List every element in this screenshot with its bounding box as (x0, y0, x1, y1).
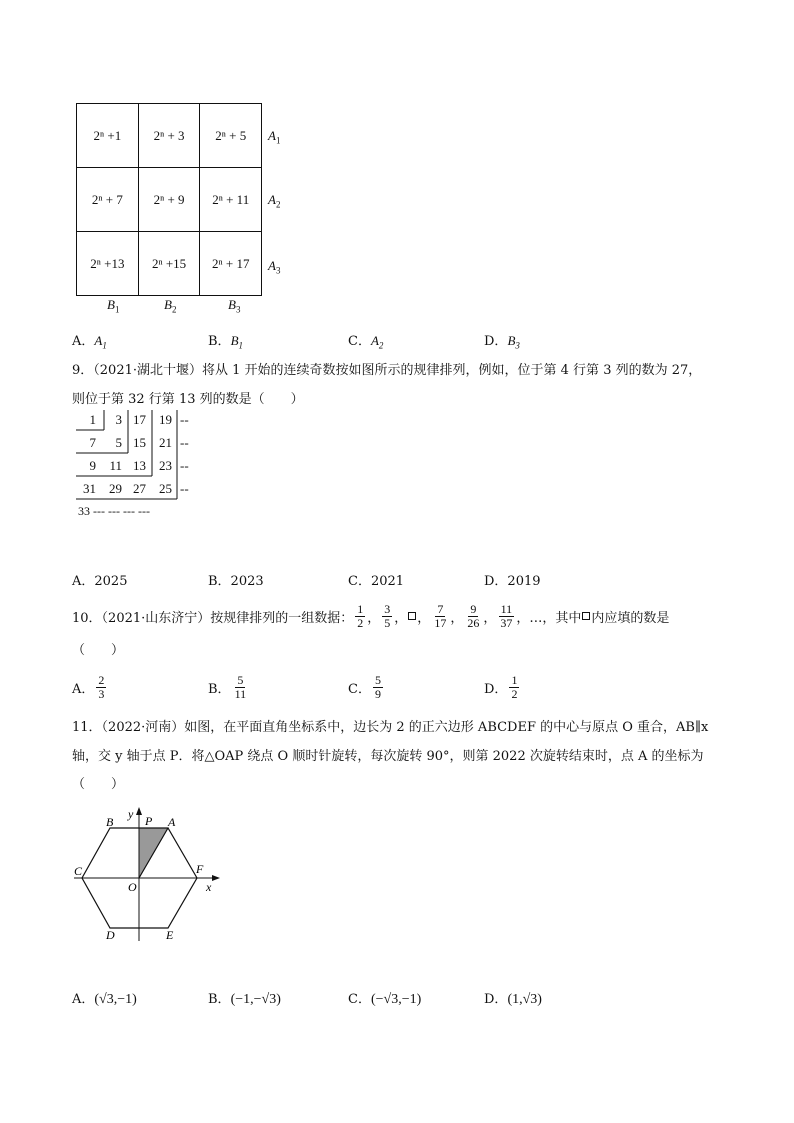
cell-r2c2: 2ⁿ + 9 (138, 168, 200, 232)
q9-option-d[interactable]: D．2019 (484, 574, 541, 589)
label-c: C (74, 864, 83, 878)
q10-frac-5: $\frac{11}{37}$ (500, 601, 513, 630)
q10-frac-3: $\frac{7}{17}$ (434, 601, 447, 630)
t9-r4c4: 25 (159, 481, 172, 496)
q10-option-a[interactable]: A． $\frac{2}{3}$ (72, 672, 105, 701)
label-o: O (128, 880, 137, 894)
q9-stem-line2: 则位于第 32 行第 13 列的数是（ ） (72, 392, 304, 407)
label-f: F (196, 862, 204, 876)
q9-table-lines (74, 408, 214, 548)
q11-option-c[interactable]: C．(−√3,−1) (348, 992, 422, 1007)
q8-option-b[interactable]: B．$B_1$ (208, 333, 244, 351)
q8-option-d[interactable]: D．$B_3$ (484, 333, 520, 351)
label-p: P (145, 814, 153, 828)
q11-stem-line1: 11．（2022·河南）如图，在平面直角坐标系中，边长为 2 的正六边形 ABCDEF 的中心与原点 O 重合，AB∥x (72, 720, 709, 735)
cell-r3c2: 2ⁿ +15 (138, 232, 200, 296)
t9-r2c5: -- (180, 435, 189, 450)
t9-r4c5: -- (180, 481, 189, 496)
t9-r3c5: -- (180, 458, 189, 473)
t9-r1c3: 17 (133, 412, 146, 427)
q11-paren: （ ） (72, 777, 125, 792)
cell-r3c3: 2ⁿ + 17 (200, 232, 262, 296)
cell-r3c1: 2ⁿ +13 (77, 232, 139, 296)
q10-frac-1: $\frac{1}{2}$ (357, 601, 364, 630)
q11-option-a[interactable]: A．(√3,−1) (72, 992, 137, 1007)
t9-row5: 33 --- --- --- --- (78, 504, 150, 518)
label-y: y (128, 807, 134, 821)
q10-prefix: 10．（2021·山东济宁）按规律排列的一组数据： (72, 610, 354, 626)
q10-option-d[interactable]: D． $\frac{1}{2}$ (484, 672, 518, 701)
t9-r3c3: 13 (133, 458, 146, 473)
q9-option-c[interactable]: C．2021 (348, 574, 405, 589)
q9-stem-line1: 9．（2021·湖北十堰）将从 1 开始的连续奇数按如图所示的规律排列，例如，位于第 4 行第 3 列的数为 27， (72, 363, 702, 378)
t9-r4c3: 27 (133, 481, 146, 496)
t9-r1c4: 19 (159, 412, 172, 427)
q10-frac-4: $\frac{9}{26}$ (467, 601, 480, 630)
cell-r1c2: 2ⁿ + 3 (138, 104, 200, 168)
col-label-b2: $B_2$ (164, 297, 177, 315)
q10-suffix2: 内应填的数是 (591, 610, 670, 626)
q11-stem-line2: 轴，交 y 轴于点 P．将△OAP 绕点 O 顺时针旋转，每次旋转 90°，则第 2022 次旋转结束时，点 A 的坐标为 (72, 749, 704, 764)
label-b: B (106, 815, 114, 829)
q10-frac-2: $\frac{3}{5}$ (384, 601, 391, 630)
t9-r3c1: 9 (89, 458, 96, 473)
t9-r4c2: 29 (109, 481, 122, 496)
cell-r2c3: 2ⁿ + 11 (200, 168, 262, 232)
q9-options (72, 570, 632, 588)
t9-r2c3: 15 (133, 435, 146, 450)
q11-option-d[interactable]: D．(1,√3) (484, 992, 542, 1007)
hexagon-figure (70, 805, 230, 945)
q8-option-a[interactable]: A．$A_1$ (72, 333, 107, 351)
label-a: A (168, 815, 176, 829)
q10-stem: 10．（2021·山东济宁）按规律排列的一组数据： $\frac{1}{2}$ ， $\frac{3}{5}$ ， ， $\frac{7}{17}$ ， $\frac{9}{26}$ ， $\frac{11}{37}$ ，…，其中 内应填的数是 (72, 601, 670, 630)
q10-suffix: ，…，其中 (516, 610, 582, 626)
t9-r1c2: 3 (115, 412, 122, 427)
row-label-a1: $A_1$ (268, 128, 281, 146)
q9-option-a[interactable]: A．2025 (72, 574, 128, 589)
t9-r2c1: 7 (89, 435, 96, 450)
cell-r1c1: 2ⁿ +1 (77, 104, 139, 168)
label-d: D (106, 928, 115, 942)
blank-square-icon (408, 612, 416, 620)
col-label-b3: $B_3$ (228, 297, 241, 315)
row-label-a2: $A_2$ (268, 192, 281, 210)
label-x: x (206, 880, 212, 894)
q10-options (72, 670, 632, 704)
t9-r1c5: -- (180, 412, 189, 427)
t9-r3c4: 23 (159, 458, 172, 473)
cell-r1c3: 2ⁿ + 5 (200, 104, 262, 168)
t9-r2c4: 21 (159, 435, 172, 450)
t9-r1c1: 1 (89, 412, 96, 427)
row-label-a3: $A_3$ (268, 258, 281, 276)
q11-option-b[interactable]: B．(−1,−√3) (208, 992, 281, 1007)
cell-r2c1: 2ⁿ + 7 (77, 168, 139, 232)
q8-grid (76, 103, 262, 296)
t9-r3c2: 11 (109, 458, 122, 473)
q9-number-table (74, 408, 214, 548)
q10-option-c[interactable]: C． $\frac{5}{9}$ (348, 672, 381, 701)
q8-option-c[interactable]: C．$A_2$ (348, 333, 384, 351)
t9-r4c1: 31 (83, 481, 96, 496)
label-e: E (166, 928, 174, 942)
q8-options (72, 330, 632, 351)
q10-paren: （ ） (72, 643, 125, 658)
t9-r2c2: 5 (115, 435, 122, 450)
col-label-b1: $B_1$ (107, 297, 120, 315)
q11-options (72, 988, 632, 1010)
blank-square-icon (582, 612, 590, 620)
q9-option-b[interactable]: B．2023 (208, 574, 264, 589)
q10-option-b[interactable]: B． $\frac{5}{11}$ (208, 672, 247, 701)
